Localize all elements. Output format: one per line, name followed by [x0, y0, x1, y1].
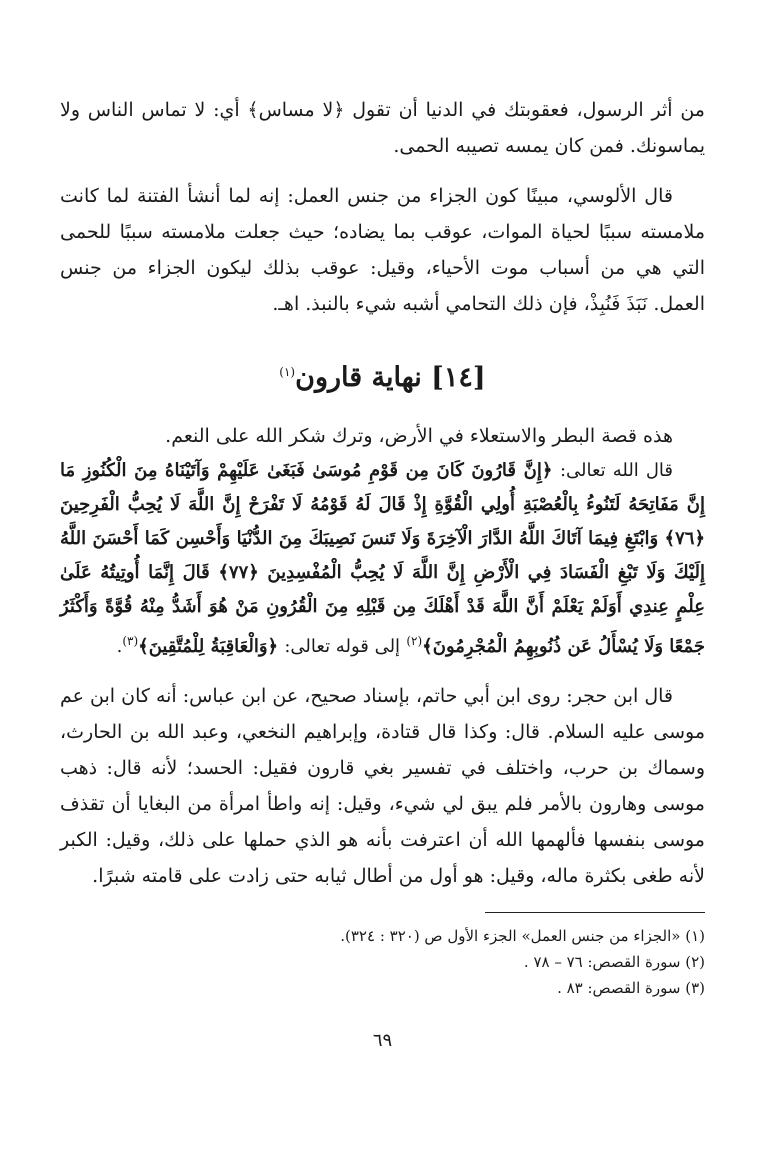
footnote-3: (٣) سورة القصص: ٨٣ . — [557, 979, 705, 997]
footnote-1: (١) «الجزاء من جنس العمل» الجزء الأول ص (٣٢٠ : ٣٢٤). — [340, 927, 705, 945]
footnote-2: (٢) سورة القصص: ٧٦ – ٧٨ . — [523, 953, 705, 971]
quran-footnote-ref-2: (٢) — [406, 634, 423, 648]
heading-text: [١٤] نهاية قارون — [295, 362, 486, 393]
quran-footnote-ref-3: (٣) — [122, 634, 139, 648]
quran-intro: قال الله تعالى: — [559, 460, 673, 481]
quran-mid: إلى قوله تعالى: — [284, 636, 401, 657]
paragraph-1: من أثر الرسول، فعقوبتك في الدنيا أن تقول ﴿لا مساس﴾ أي: لا تماس الناس ولا يماسونك. فمن كان يمسه تصيبه الحمى. — [60, 99, 705, 157]
page-number: ٦٩ — [372, 1030, 393, 1051]
paragraph-4: قال ابن حجر: روى ابن أبي حاتم، بإسناد صحيح، عن ابن عباس: أنه كان ابن عم موسى عليه السلام. قال: وكذا قال قتادة، وإبراهيم النخعي، وعبد الله بن الحارث، وسماك بن حرب، واختلف في تفسير بغي قارون فقيل: الحسد؛ لأنه قال: ذهب موسى وهارون بالأمر فلم يبق لي شيء، وقيل: إنه واطأ امرأة من البغايا أن تقذف موسى بنفسها فألهمها الله أن اعترفت بأنه هو الذي حملها على ذلك، وقيل: الكبر لأنه طغى بكثرة ماله، وقيل: هو أول من أطال ثيابه حتى زادت على قامته شبرًا. — [60, 685, 705, 887]
quran-end-verse: ﴿وَالْعَاقِبَةُ لِلْمُتَّقِينَ﴾ — [138, 636, 279, 657]
quran-passage: قال الله تعالى: ﴿إِنَّ قَارُونَ كَانَ مِن قَوْمِ مُوسَىٰ فَبَغَىٰ عَلَيْهِمْ وَآتَيْنَاهُ مِنَ الْكُنُوزِ مَا إِنَّ مَفَاتِحَهُ لَتَنُوءُ بِالْعُصْبَةِ أُولِي الْقُوَّةِ إِذْ قَالَ لَهُ قَوْمُهُ لَا تَفْرَحْ إِنَّ اللَّهَ لَا يُحِبُّ الْفَرِحِينَ ﴿٧٦﴾ وَابْتَغِ فِيمَا آتَاكَ اللَّهُ الدَّارَ الْآخِرَةَ وَلَا تَنسَ نَصِيبَكَ مِنَ الدُّنْيَا وَأَحْسِن كَمَا أَحْسَنَ اللَّهُ إِلَيْكَ وَلَا تَبْغِ الْفَسَادَ فِي الْأَرْضِ إِنَّ اللَّهَ لَا يُحِبُّ الْمُفْسِدِينَ ﴿٧٧﴾ قَالَ إِنَّمَا أُوتِيتُهُ عَلَىٰ عِلْمٍ عِندِي أَوَلَمْ يَعْلَمْ أَنَّ اللَّهَ قَدْ أَهْلَكَ مِن قَبْلِهِ مِنَ الْقُرُونِ مَنْ هُوَ أَشَدُّ مِنْهُ قُوَّةً وَأَكْثَرُ جَمْعًا وَلَا يُسْأَلُ عَن ذُنُوبِهِمُ الْمُجْرِمُونَ﴾$^{(٢)}$ إلى قوله تعالى: ﴿وَالْعَاقِبَةُ لِلْمُتَّقِينَ﴾$^{(٣)}$. — [60, 460, 705, 657]
paragraph-3: هذه قصة البطر والاستعلاء في الأرض، وترك شكر الله على النعم. — [165, 425, 673, 447]
section-heading — [60, 352, 705, 398]
quran-verses: ﴿إِنَّ قَارُونَ كَانَ مِن قَوْمِ مُوسَىٰ فَبَغَىٰ عَلَيْهِمْ وَآتَيْنَاهُ مِنَ الْكُنُوزِ مَا إِنَّ مَفَاتِحَهُ لَتَنُوءُ بِالْعُصْبَةِ أُولِي الْقُوَّةِ إِذْ قَالَ لَهُ قَوْمُهُ لَا تَفْرَحْ إِنَّ اللَّهَ لَا يُحِبُّ الْفَرِحِينَ ﴿٧٦﴾ وَابْتَغِ فِيمَا آتَاكَ اللَّهُ الدَّارَ الْآخِرَةَ وَلَا تَنسَ نَصِيبَكَ مِنَ الدُّنْيَا وَأَحْسِن كَمَا أَحْسَنَ اللَّهُ إِلَيْكَ وَلَا تَبْغِ الْفَسَادَ فِي الْأَرْضِ إِنَّ اللَّهَ لَا يُحِبُّ الْمُفْسِدِينَ ﴿٧٧﴾ قَالَ إِنَّمَا أُوتِيتُهُ عَلَىٰ عِلْمٍ عِندِي أَوَلَمْ يَعْلَمْ أَنَّ اللَّهَ قَدْ أَهْلَكَ مِن قَبْلِهِ مِنَ الْقُرُونِ مَنْ هُوَ أَشَدُّ مِنْهُ قُوَّةً وَأَكْثَرُ جَمْعًا وَلَا يُسْأَلُ عَن ذُنُوبِهِمُ الْمُجْرِمُونَ﴾ — [60, 460, 705, 657]
footnote-divider — [485, 912, 705, 913]
paragraph-2: قال الألوسي، مبينًا كون الجزاء من جنس العمل: إنه لما أنشأ الفتنة لما كانت ملامسته سببًا لحياة الموات، عوقب بما يضاده؛ حيث جعلت ملامسته سببًا للحمى التي هي من أسباب موت الأحياء، وقيل: عوقب بذلك ليكون الجزاء من جنس العمل. نَبَذَ فَنُبِذْ، فإن ذلك التحامي أشبه شيء بالنبذ. اهـ. — [60, 185, 705, 315]
heading-footnote-ref: (١) — [279, 365, 296, 379]
